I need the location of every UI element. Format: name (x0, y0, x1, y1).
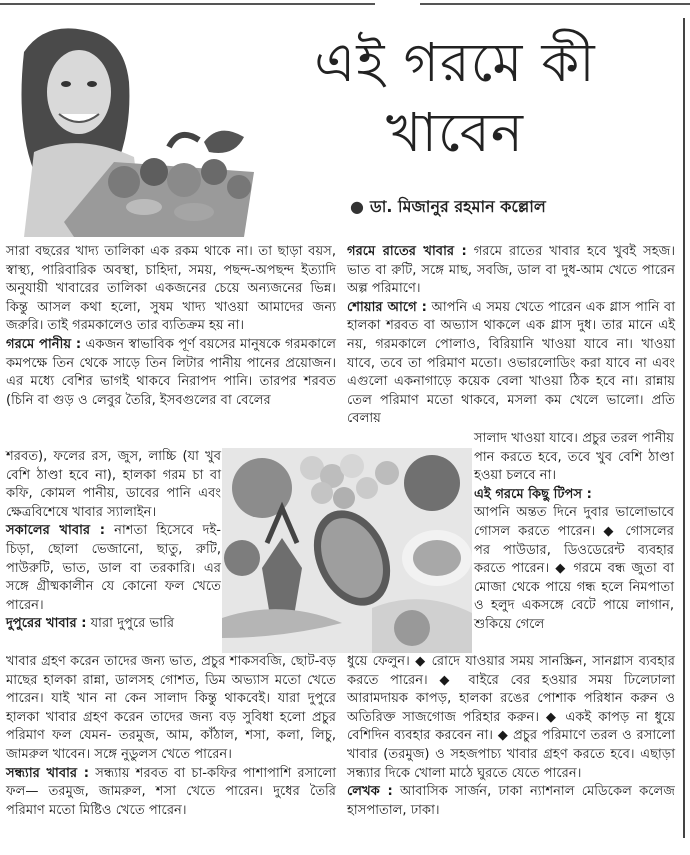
writer-paragraph (347, 783, 675, 820)
bedtime-continued: সালাদ খাওয়া যাবে। প্রচুর তরল পানীয় পান করতে হবে, তবে খুব বেশি ঠাণ্ডা হওয়া চলবে না। (474, 431, 674, 484)
left-column-bottom (6, 653, 336, 820)
tips-paragraph: আপনি অন্তত দিনে দুবার ভালোভাবে গোসল করতে পারেন। ◆ গোসলের পর পাউডার, ডিওডেরেন্ট ব্যবহার করতে পারেন। ◆ গরমে বন্ধ জুতা বা মোজা থেকে পায়ে গন্ধ হলে নিমপাতা ও হলুদ একসঙ্গে বেটে পায়ে লাগান, শুকিয়ে গেলে (474, 505, 674, 632)
evening-text: সন্ধ্যায় শরবত বা চা-কফির পাশাপাশি রসালো ফল— তরমুজ, জামরুল, শসা খেতে পারেন। দুধের তৈরি পরিমাণ মতো মিষ্টিও খেতে পারেন। (6, 765, 336, 818)
evening-paragraph (6, 765, 336, 821)
right-column-top (347, 243, 675, 429)
left-column-top (6, 243, 336, 410)
writer-heading: লেখক : (347, 784, 393, 800)
woman-with-vegetables-photo (4, 22, 266, 237)
bedtime-heading: শোয়ার আগে : (347, 299, 427, 315)
tips-heading: এই গরমে কিছু টিপস : (474, 486, 592, 502)
breakfast-paragraph (6, 522, 221, 615)
evening-heading: সন্ধ্যার খাবার : (6, 765, 89, 781)
author-name: ডা. মিজানুর রহমান কল্লোল (369, 197, 546, 216)
left-column-wrap (6, 448, 221, 634)
water-continued: শরবত), ফলের রস, জুস, লাচ্চি (যা খুব বেশি ঠাণ্ডা হবে না), হালকা গরম চা বা কফি, কোমল পানীয়, ডাবের পানি এবং ক্ষেত্রবিশেষে খাবার স্যালাইন। (6, 449, 221, 520)
bullet-icon: ● (350, 197, 364, 216)
breakfast-heading: সকালের খাবার : (6, 523, 105, 539)
dinner-text: গরমে রাতের খাবার হবে খুবই সহজ। ভাত বা রুটি, সঙ্গে মাছ, সবজি, ডাল বা দুধ-আম খেতে পারেন অল্প পরিমাণে। (347, 244, 676, 297)
right-border (683, 18, 690, 838)
lunch-heading: দুপুরের খাবার : (6, 616, 87, 632)
fruit-basket-photo (222, 448, 472, 653)
top-rule (0, 0, 690, 6)
lunch-text: যারা দুপুরে ভারি (86, 616, 175, 632)
article-title: এই গরমে কী খাবেন (314, 31, 596, 164)
writer-text: আবাসিক সার্জন, ঢাকা ন্যাশনাল মেডিকেল কলেজ হাসপাতাল, ঢাকা। (347, 784, 676, 818)
dinner-heading: গরমে রাতের খাবার : (347, 244, 467, 259)
tips-continued: ধুয়ে ফেলুন। ◆ রোদে যাওয়ার সময় সানস্ক্রিন, সানগ্লাস ব্যবহার করতে পারেন। ◆ বাইরে বের হওয়ার সময় ঢিলেঢালা আরামদায়ক কাপড়, হালকা রঙের পোশাক পরিধান করুন ও অতিরিক্ত সাজগোজ পরিহার করুন। ◆ একই কাপড় না ধুয়ে বেশিদিন ব্যবহার করবেন না। ◆ প্রচুর পরিমাণে তরল ও রসালো খাবার (তরমুজ) ও সহজপাচ্য খাবার গ্রহণ করতে হবে। এছাড়া সন্ধ্যার দিকে খোলা মাঠে ঘুরতে যেতে পারেন। (347, 654, 675, 781)
author-byline (350, 194, 546, 221)
right-column-wrap (474, 430, 674, 635)
water-paragraph (6, 336, 336, 410)
bedtime-paragraph (347, 299, 675, 429)
lunch-paragraph (6, 615, 221, 634)
lunch-continued: খাবার গ্রহণ করেন তাদের জন্য ভাত, প্রচুর শাকসবজি, ছোট-বড় মাছের হালকা রান্না, ডালসহ গোশত, ডিম অভ্যাস মতো খেতে পারেন। যাই খান না কেন সালাদ কিন্তু থাকবেই। যারা দুপুরে হালকা খাবার গ্রহণ করেন তাদের জন্য বড় সুবিধা হলো প্রচুর পরিমাণ ফল যেমন- তরমুজ, আম, কাঁঠাল, শসা, কলা, লিচু, জামরুল খাবেন। সঙ্গে নুডুলস খেতে পারেন। (6, 654, 336, 762)
bedtime-text: আপনি এ সময় খেতে পারেন এক গ্লাস পানি বা হালকা শরবত বা অভ্যাস থাকলে এক গ্লাস দুধ। তার মানে এই নয়, গরমকালে পোলাও, বিরিয়ানি খাওয়া যাবে না। খাওয়া যাবে, তবে তা পরিমাণ মতো। ওভারলোডিং করা যাবে না এবং এগুলো একনাগাড়ে কয়েক বেলা খাওয়া ঠিক হবে না। রান্নায় তেল পরিমাণ মতো থাকবে, মসলা কম খেলে ভালো। প্রতি বেলায় (347, 299, 675, 427)
water-heading: গরমে পানীয় : (6, 336, 82, 352)
tips-heading-line (474, 486, 674, 505)
breakfast-text: নাশতা হিসেবে দই-চিড়া, ছোলা ভেজানো, ছাতু, রুটি, পাউরুটি, ভাত, ডাল বা তরকারি। এর সঙ্গে গ্রীষ্মকালীন যে কোনো ফল খেতে পারেন। (6, 523, 221, 613)
dinner-paragraph (347, 243, 675, 299)
intro-paragraph: সারা বছরের খাদ্য তালিকা এক রকম থাকে না। তা ছাড়া বয়স, স্বাস্থ্য, পারিবারিক অবস্থা, চাহিদা, সময়, পছন্দ-অপছন্দ ইত্যাদি অনুযায়ী খাবারের তালিকা একজনের চেয়ে অন্যজনের ভিন্ন। কিন্তু আসল কথা হলো, সুষম খাদ্য খাওয়া আমাদের জন্য জরুরি। তাই গরমকালেও তার ব্যতিক্রম হয় না। (6, 244, 336, 334)
right-column-bottom (347, 653, 675, 820)
water-text: একজন স্বাভাবিক পূর্ণ বয়সের মানুষকে গরমকালে কমপক্ষে তিন থেকে সাড়ে তিন লিটার পানীয় পানের প্রয়োজন। এর মধ্যে বেশির ভাগই থাকবে নিরাপদ পানি। তারপর শরবত (চিনি বা গুড় ও লেবুর তৈরি, ইসবগুলের বা বেলের (6, 336, 336, 408)
